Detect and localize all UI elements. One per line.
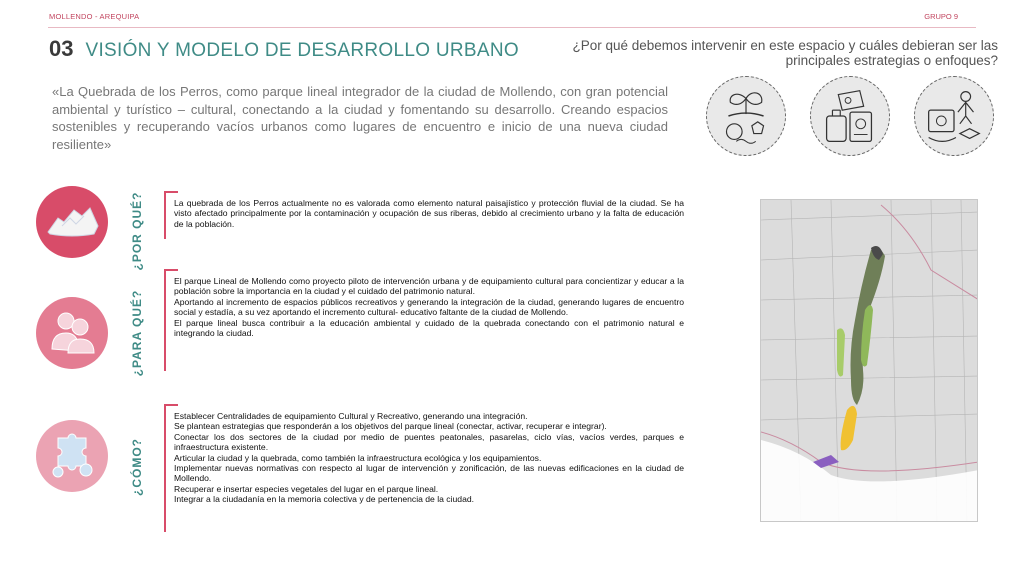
text-line: Articular la ciudad y la quebrada, como también la infraestructura ecológica y los equipamientos. <box>174 452 542 463</box>
vision-quote: «La Quebrada de los Perros, como parque lineal integrador de la ciudad de Mollendo, con gran potencial ambiental y turístico – cultural, conectando a la ciudad y fomentando su desarrollo. Creando espacios sostenibles y recuperando vacíos urbanos como lugares de encuentro e inicio de una nueva ciudad resiliente» <box>52 84 668 152</box>
section-text-why <box>174 198 684 229</box>
text-line: Integrar a la ciudadanía en la memoria colectiva y de pertenencia de la ciudad. <box>174 494 475 505</box>
text-line: Se plantean estrategias que responderán a los objetivos del parque lineal (conectar, activar, recuperar e integrar). <box>174 421 607 432</box>
section-label-why: ¿POR QUÉ? <box>130 191 144 271</box>
text-line: La quebrada de los Perros actualmente no es valorada como elemento natural paisajístico y protección fluvial de la ciudad. Se ha visto afectado principalmente por la contaminación y ocupación de sus riberas, debido al crecimiento urbano y la falta de educación de la población. <box>174 198 684 229</box>
section-number: 03 <box>49 36 74 61</box>
text-line: El parque lineal busca contribuir a la educación ambiental y cuidado de la quebrada conectando con el patrimonio natural e integrando la ciudad. <box>174 317 684 339</box>
eco-icon <box>706 76 786 156</box>
strategy-icons <box>706 72 1006 164</box>
text-line: Implementar nuevas normativas con respecto al lugar de intervención y zonificación, de las nuevas edificaciones en la ciudad de Mollendo. <box>174 463 684 484</box>
section-text-how <box>174 411 684 505</box>
text-line: Aportando al incremento de espacios públicos recreativos y generando la integración de la ciudad, generando lugares de encuentro social y estadía, a su vez aportando el incremento cultural- educativo faltante de la ciudad de Mollendo. <box>174 296 684 318</box>
text-line: Conectar los dos sectores de la ciudad por medio de puentes peatonales, pasarelas, ciclo vías, vacíos verdes, parques e infraestructura existente. <box>174 431 684 453</box>
puzzle-icon <box>36 420 108 492</box>
mountain-icon <box>36 186 108 258</box>
page-title: VISIÓN Y MODELO DE DESARROLLO URBANO <box>85 40 519 61</box>
location-label: MOLLENDO - AREQUIPA <box>49 12 140 21</box>
travel-icon <box>810 76 890 156</box>
section-text-what-for <box>174 276 684 338</box>
people-icon <box>36 297 108 369</box>
text-line: Recuperar e insertar especies vegetales del lugar en el parque lineal. <box>174 483 439 494</box>
site-map <box>760 199 978 522</box>
section-label-what-for: ¿PARA QUÉ? <box>130 289 144 377</box>
header-divider <box>48 27 976 28</box>
guiding-question: ¿Por qué debemos intervenir en este espacio y cuáles debieran ser las principales estrategias o enfoques? <box>572 38 998 68</box>
section-label-how: ¿CÓMO? <box>130 438 144 496</box>
text-line: Establecer Centralidades de equipamiento Cultural y Recreativo, generando una integración. <box>174 411 528 421</box>
text-line: El parque Lineal de Mollendo como proyecto piloto de intervención urbana y de equipamiento cultural para concientizar y educar a la población sobre la importancia en la ciudad y el cuidado del patrimonio natural. <box>174 276 684 297</box>
page-heading <box>49 36 519 62</box>
culture-icon <box>914 76 994 156</box>
group-label: GRUPO 9 <box>924 12 958 21</box>
